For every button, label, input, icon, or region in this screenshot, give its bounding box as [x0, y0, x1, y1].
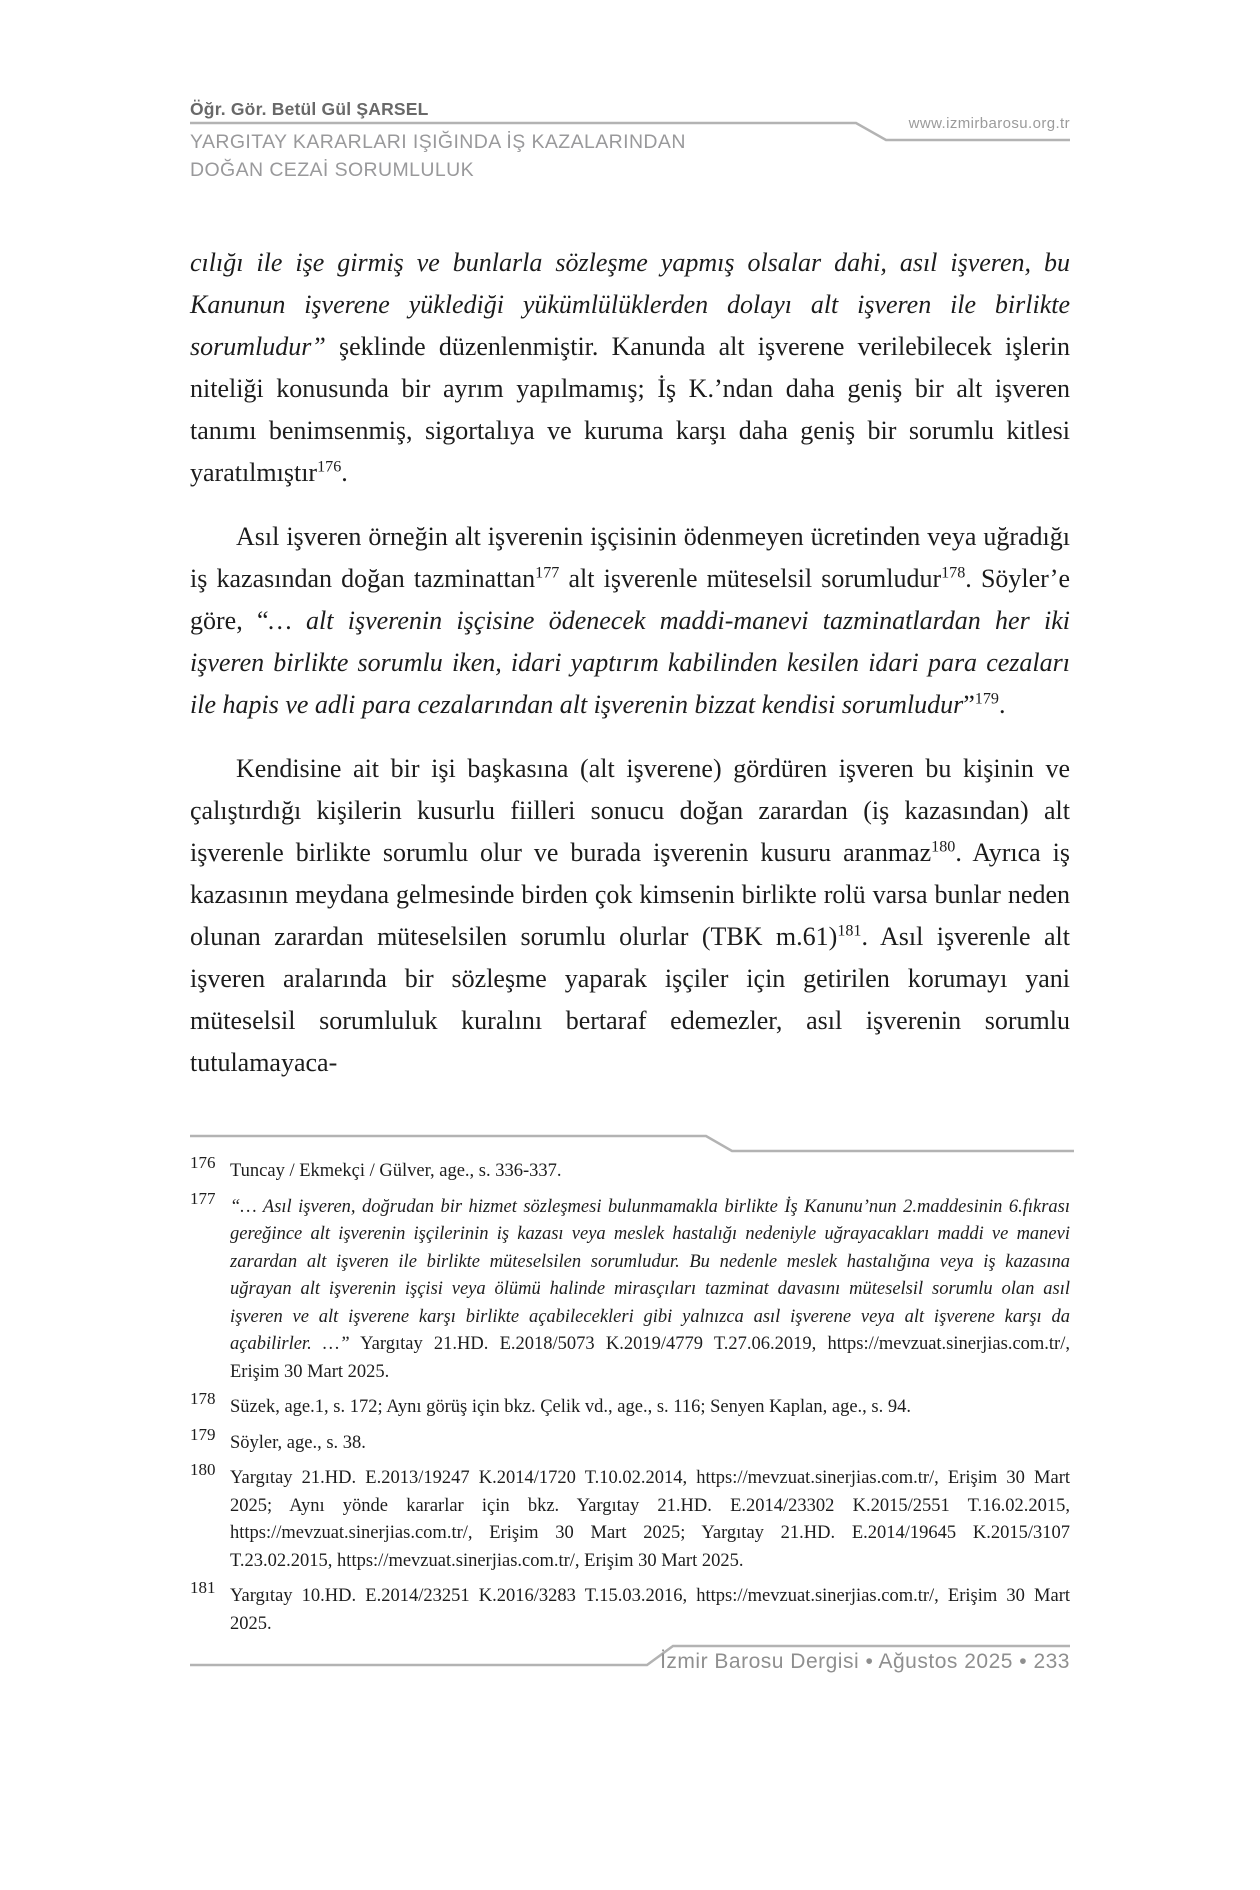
footnote [190, 1460, 1070, 1575]
article-title-line1: YARGITAY KARARLARI IŞIĞINDA İŞ KAZALARINDAN [190, 131, 686, 153]
footnote-text [230, 1465, 1070, 1575]
article-title [190, 128, 686, 184]
text-run: Tuncay / Ekmekçi / Gülver, age., s. 336-337. [230, 1161, 562, 1181]
text-run: Yargıtay 21.HD. E.2013/19247 K.2014/1720 T.10.02.2014, https://mevzuat.sinerjias.com.tr/, Erişim 30 Mart 2025; Aynı yönde kararlar için bkz. Yargıtay 21.HD. E.2014/23302 K.2015/2551 T.16.02.2015, https://mevzuat.sinerjias.com.tr/, Erişim 30 Mart 2025; Yargıtay 21.HD. E.2014/19645 K.2015/3107 T.23.02.2015, https://mevzuat.sinerjias.com.tr/, Erişim 30 Mart 2025. [230, 1468, 1070, 1571]
footnote [190, 1578, 1070, 1638]
text-run: . Ayrıca iş kazasının meydana gelmesinde birden çok kimsenin birlikte rolü varsa bunlar neden olunan zarardan müteselsilen sorumlu olurlar (TBK m.61) [190, 838, 1070, 951]
text-run: Asıl işveren örneğin alt işverenin işçisinin ödenmeyen ücretinden veya uğradığı iş kazasından doğan tazminattan [190, 522, 1070, 593]
footnote-number: 179 [190, 1424, 216, 1444]
body-paragraph [190, 242, 1070, 494]
footnote-ref: 181 [837, 922, 862, 940]
footnote-number: 178 [190, 1389, 216, 1408]
footnotes-section [190, 1153, 1070, 1646]
text-run: . Söyler’e göre, “ [190, 564, 1071, 635]
footnote-text [230, 1394, 1070, 1422]
text-run: Yargıtay 21.HD. E.2018/5073 K.2019/4779 T.27.06.2019, https://mevzuat.sinerjias.com.tr/, Erişim 30 Mart 2025. [230, 1334, 1070, 1382]
footnote-number: 177 [190, 1188, 216, 1208]
footnote [190, 1424, 1070, 1458]
footnote-ref: 178 [941, 564, 966, 582]
text-run: “… Asıl işveren, doğrudan bir hizmet sözleşmesi bulunmamakla birlikte İş Kanunu’nun 2.maddesinin 6.fıkrası gereğince alt işverenin işçilerinin iş kazası veya meslek hastalığı nedeniyle uğrayacakları maddi ve manevi zarardan alt işveren ile birlikte müteselsilen sorumludur. Bu nedenle meslek hastalığına veya iş kazasına uğrayan alt işverenin işçisi veya ölümü halinde mirasçıları tazminat davasını müteselsil sorumlu olan asıl işveren ve alt işverene karşı birlikte açabilecekleri gibi yalnızca asıl işverene veya alt işverene karşı da açabilirler. …” [230, 1196, 1070, 1354]
footnote-text [230, 1583, 1070, 1638]
text-run: Süzek, age.1, s. 172; Aynı görüş için bkz. Çelik vd., age., s. 116; Senyen Kaplan, age., s. 94. [230, 1397, 911, 1417]
footnote [190, 1153, 1070, 1186]
footnote [190, 1389, 1070, 1422]
text-run: şeklinde düzenlenmiştir. Kanunda alt işverene verilebilecek işlerin niteliği konusunda bir ayrım yapılmamış; İş K.’ndan daha geniş bir alt işveren tanımı benimsenmiş, sigortalıya ve kuruma karşı daha geniş bir sorumlu kitlesi yaratılmıştır [190, 332, 1070, 487]
text-run: . [998, 690, 1006, 719]
footnote-number: 176 [190, 1153, 216, 1172]
text-run: Kendisine ait bir işi başkasına (alt işverene) gördüren işveren bu kişinin ve çalıştırdığı kişilerin kusurlu fiilleri sonucu doğan zarardan (iş kazasından) alt işverenle birlikte sorumlu olur ve burada işverenin kusuru aranmaz [190, 754, 1070, 867]
text-run: Söyler, age., s. 38. [230, 1432, 366, 1453]
footnote-ref: 176 [317, 458, 342, 476]
footnote-ref: 179 [974, 690, 999, 708]
text-run: … alt işverenin işçisine ödenecek maddi-manevi tazminatlardan her iki işveren birlikte sorumlu iken, idari yaptırım kabilinden kesilen idari para cezaları ile hapis ve adli para cezalarından alt işverenin bizzat kendisi sorumludur [190, 606, 1070, 719]
author-name: Öğr. Gör. Betül Gül ŞARSEL [190, 99, 429, 119]
footnote-text [230, 1430, 1070, 1458]
page-footer-text: İzmir Barosu Dergisi • Ağustos 2025 • 233 [660, 1650, 1070, 1673]
text-run: cılığı ile işe girmiş ve bunlarla sözleşme yapmış olsalar dahi, asıl işveren, bu Kanunun işverene yüklediği yükümlülüklerden dolayı alt işveren ile birlikte sorumludur” [190, 248, 1070, 361]
text-run: ” [963, 690, 975, 719]
body-paragraph [190, 748, 1070, 1084]
footnote-text [230, 1158, 1070, 1186]
footnote-ref: 180 [931, 838, 956, 856]
website-url: www.izmirbarosu.org.tr [908, 115, 1070, 132]
body-paragraph [190, 516, 1070, 726]
footnote-number: 180 [190, 1460, 216, 1479]
footnote-number: 181 [190, 1578, 216, 1597]
text-run: . Asıl işverenle alt işveren aralarında bir sözleşme yaparak işçiler için getirilen korumayı yani müteselsil sorumluluk kuralını bertaraf edemezler, asıl işverenin sorumlu tutulamayaca- [190, 922, 1070, 1077]
footnote-text [230, 1194, 1070, 1387]
body-text [190, 242, 1070, 1106]
text-run: alt işverenle müteselsil sorumludur [559, 564, 942, 593]
footnote-divider-line [190, 1136, 1074, 1151]
article-title-line2: DOĞAN CEZAİ SORUMLULUK [190, 159, 475, 181]
text-run: Yargıtay 10.HD. E.2014/23251 K.2016/3283 T.15.03.2016, https://mevzuat.sinerjias.com.tr/, Erişim 30 Mart 2025. [230, 1586, 1070, 1634]
footnote [190, 1188, 1070, 1387]
text-run: . [341, 458, 348, 487]
footnote-ref: 177 [535, 564, 560, 582]
